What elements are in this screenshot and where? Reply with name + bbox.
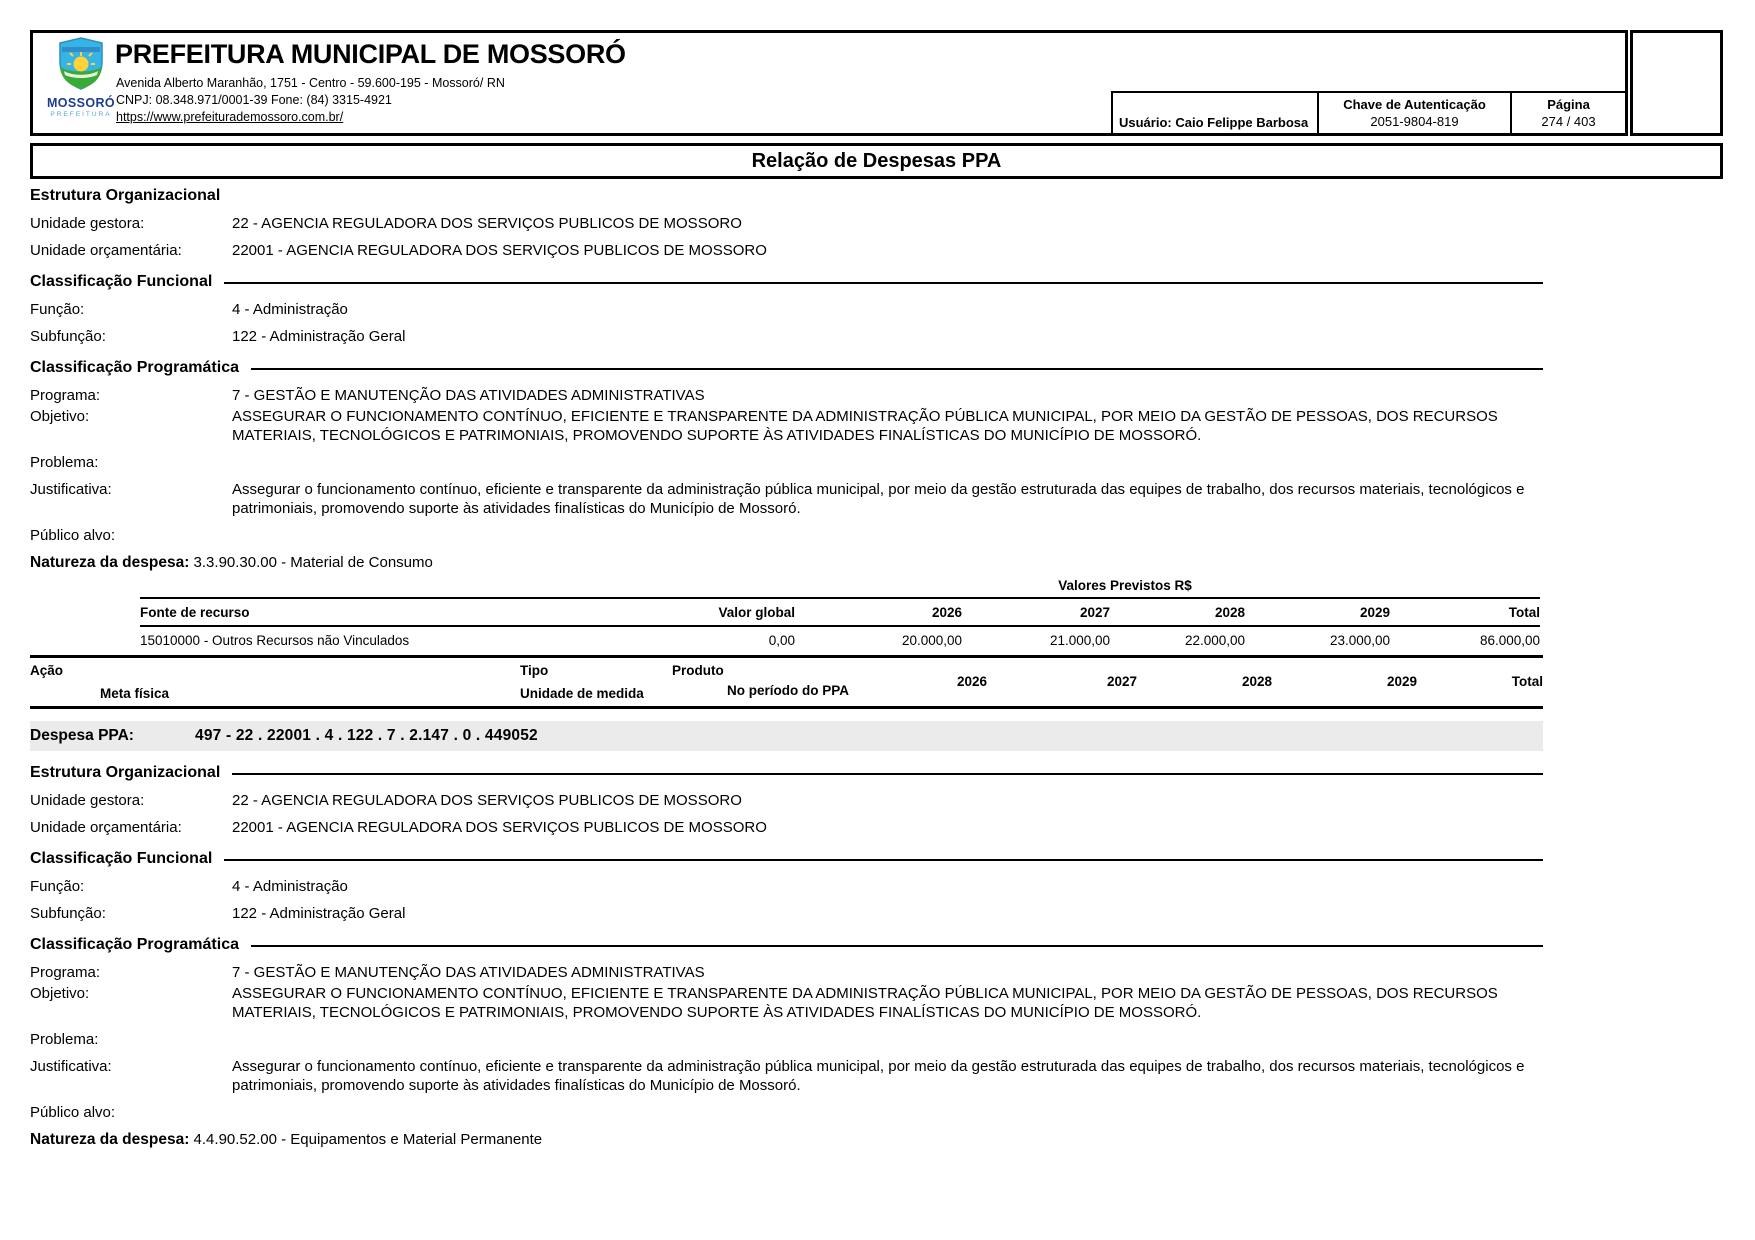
- objetivo-value: ASSEGURAR O FUNCIONAMENTO CONTÍNUO, EFICIENTE E TRANSPARENTE DA ADMINISTRAÇÃO PÚBLICA MUNICIPAL, POR MEIO DA GESTÃO DE PESSOAS, DOS RECURSOS MATERIAIS, TECNOLÓGICOS E PATRIMONIAIS, PROMOVENDO SUPORTE ÀS ATIVIDADES FINALÍSTICAS DO MUNICÍPIO DE MOSSORÓ.: [232, 985, 1498, 1021]
- valor-2026: 20.000,00: [901, 633, 962, 648]
- section-heading-classificacao-funcional: [30, 272, 1543, 292]
- unidade-orcamentaria-value: 22001 - AGENCIA REGULADORA DOS SERVIÇOS PUBLICOS DE MOSSORO: [232, 819, 767, 836]
- funcao-label: Função:: [30, 878, 85, 895]
- problema-value: [232, 453, 1543, 472]
- acao-col-2027: 2027: [1106, 674, 1137, 689]
- col-2029: 2029: [1245, 598, 1390, 626]
- programa-row: [30, 386, 1543, 405]
- acao-col-2026: 2026: [956, 674, 987, 689]
- meta-fisica-label: Meta física: [100, 686, 170, 701]
- despesa-ppa-code: 497 - 22 . 22001 . 4 . 122 . 7 . 2.147 . 0 . 449052: [195, 727, 538, 744]
- col-2027: 2027: [962, 598, 1110, 626]
- heading-rule: [224, 859, 1543, 861]
- acao-col-2028: 2028: [1241, 674, 1272, 689]
- unidade-gestora-label: Unidade gestora:: [30, 792, 145, 809]
- programa-label: Programa:: [30, 964, 101, 981]
- programa-value: 7 - GESTÃO E MANUTENÇÃO DAS ATIVIDADES ADMINISTRATIVAS: [232, 387, 705, 404]
- auth-key-cell: [1317, 91, 1510, 136]
- subfuncao-value: 122 - Administração Geral: [232, 905, 406, 922]
- fonte-value: 15010000 - Outros Recursos não Vinculados: [140, 633, 410, 648]
- logo-wordmark: MOSSORÓ: [46, 96, 116, 110]
- unidade-de-medida-label: Unidade de medida: [520, 686, 644, 701]
- problema-value: [232, 1030, 1543, 1049]
- user-cell: Usuário: Caio Felippe Barbosa: [1111, 91, 1317, 136]
- valor-global-value: 0,00: [768, 633, 795, 648]
- justificativa-value: Assegurar o funcionamento contínuo, eficiente e transparente da administração pública municipal, por meio da gestão estruturada das equipes de trabalho, dos recursos materiais, tecnológicos e patrimoniais, promovendo suporte às atividades finalísticas do Município de Mossoró.: [232, 481, 1525, 517]
- heading-rule: [224, 282, 1543, 284]
- valor-2028: 22.000,00: [1184, 633, 1245, 648]
- subfuncao-row: [30, 327, 1543, 346]
- section2-heading-classificacao-funcional: [30, 849, 1543, 869]
- publico-alvo-row: [30, 1103, 1543, 1122]
- header: [30, 30, 1628, 136]
- heading-text: Classificação Programática: [30, 936, 239, 953]
- despesa-ppa-band: [30, 721, 1543, 751]
- header-corner-box: [1630, 30, 1723, 136]
- col-2026: 2026: [795, 598, 962, 626]
- valor-total: 86.000,00: [1479, 633, 1540, 648]
- section-heading-classificacao-programatica: [30, 358, 1543, 378]
- fonte-data-row: [140, 626, 1540, 655]
- section2-heading-estrutura-organizacional: [30, 763, 1543, 783]
- justificativa-row: [30, 1057, 1543, 1095]
- programa-row: [30, 963, 1543, 982]
- subfuncao-row: [30, 904, 1543, 923]
- acao-label: Ação: [30, 663, 64, 678]
- natureza-despesa-label: Natureza da despesa:: [30, 554, 190, 571]
- auth-key-label: Chave de Autenticação: [1343, 97, 1486, 112]
- section2-heading-classificacao-programatica: [30, 935, 1543, 955]
- natureza-despesa-row-2: [30, 1130, 1543, 1149]
- funcao-value: 4 - Administração: [232, 301, 348, 318]
- natureza-despesa-value: 4.4.90.52.00 - Equipamentos e Material Permanente: [193, 1131, 543, 1148]
- no-periodo-do-ppa-label: No período do PPA: [727, 683, 849, 698]
- objetivo-value: ASSEGURAR O FUNCIONAMENTO CONTÍNUO, EFICIENTE E TRANSPARENTE DA ADMINISTRAÇÃO PÚBLICA MUNICIPAL, POR MEIO DA GESTÃO DE PESSOAS, DOS RECURSOS MATERIAIS, TECNOLÓGICOS E PATRIMONIAIS, PROMOVENDO SUPORTE ÀS ATIVIDADES FINALÍSTICAS DO MUNICÍPIO DE MOSSORÓ.: [232, 408, 1498, 444]
- heading-text: Estrutura Organizacional: [30, 764, 221, 781]
- funcao-value: 4 - Administração: [232, 878, 348, 895]
- heading-text: Estrutura Organizacional: [30, 187, 221, 204]
- unidade-orcamentaria-row: [30, 818, 1543, 837]
- mossoro-logo: [45, 37, 117, 119]
- fonte-recurso-table: [140, 597, 1540, 655]
- divider-thick-bottom: [30, 706, 1543, 709]
- acao-col-total: Total: [1511, 674, 1543, 689]
- subfuncao-label: Subfunção:: [30, 328, 106, 345]
- problema-label: Problema:: [30, 454, 99, 471]
- heading-rule: [251, 368, 1543, 370]
- programa-value: 7 - GESTÃO E MANUTENÇÃO DAS ATIVIDADES ADMINISTRATIVAS: [232, 964, 705, 981]
- natureza-despesa-value: 3.3.90.30.00 - Material de Consumo: [193, 554, 433, 571]
- website-link[interactable]: https://www.prefeiturademossoro.com.br/: [116, 110, 344, 124]
- objetivo-row: [30, 984, 1543, 1022]
- mossoro-crest-icon: [52, 37, 110, 91]
- unidade-orcamentaria-value: 22001 - AGENCIA REGULADORA DOS SERVIÇOS PUBLICOS DE MOSSORO: [232, 242, 767, 259]
- acao-header-band: [30, 658, 1543, 706]
- report-body: [30, 186, 1543, 1155]
- objetivo-label: Objetivo:: [30, 985, 90, 1002]
- unidade-gestora-label: Unidade gestora:: [30, 215, 145, 232]
- heading-rule: [232, 773, 1543, 775]
- valor-2027: 21.000,00: [1049, 633, 1110, 648]
- objetivo-label: Objetivo:: [30, 408, 90, 425]
- despesa-ppa-label: Despesa PPA:: [30, 727, 134, 744]
- report-title-bar: [30, 143, 1723, 179]
- valores-previstos-label: Valores Previstos R$: [1058, 578, 1192, 593]
- unidade-orcamentaria-row: [30, 241, 1543, 260]
- unidade-orcamentaria-label: Unidade orçamentária:: [30, 242, 182, 259]
- subfuncao-label: Subfunção:: [30, 905, 106, 922]
- publico-alvo-row: [30, 526, 1543, 545]
- justificativa-row: [30, 480, 1543, 518]
- problema-row: [30, 1030, 1543, 1049]
- col-valor-global: Valor global: [600, 598, 795, 626]
- logo-subtitle: PREFEITURA: [50, 111, 112, 118]
- col-fonte-de-recurso: Fonte de recurso: [140, 598, 600, 626]
- page-cell: [1510, 91, 1628, 136]
- heading-text: Classificação Funcional: [30, 273, 213, 290]
- heading-rule: [251, 945, 1543, 947]
- unidade-gestora-row: [30, 791, 1543, 810]
- unidade-gestora-row: [30, 214, 1543, 233]
- heading-text: Classificação Programática: [30, 359, 239, 376]
- section-heading-estrutura-organizacional: [30, 186, 1543, 206]
- publico-alvo-label: Público alvo:: [30, 1104, 116, 1121]
- programa-label: Programa:: [30, 387, 101, 404]
- heading-text: Classificação Funcional: [30, 850, 213, 867]
- problema-row: [30, 453, 1543, 472]
- publico-alvo-value: [232, 526, 1543, 545]
- funcao-row: [30, 877, 1543, 896]
- report-title: Relação de Despesas PPA: [751, 149, 1002, 172]
- col-2028: 2028: [1110, 598, 1245, 626]
- problema-label: Problema:: [30, 1031, 99, 1048]
- col-total: Total: [1390, 598, 1540, 626]
- objetivo-row: [30, 407, 1543, 445]
- natureza-despesa-label: Natureza da despesa:: [30, 1131, 190, 1148]
- acao-col-2029: 2029: [1386, 674, 1417, 689]
- subfuncao-value: 122 - Administração Geral: [232, 328, 406, 345]
- cnpj-phone-line: CNPJ: 08.348.971/0001-39 Fone: (84) 3315-4921: [116, 93, 392, 107]
- address-line: Avenida Alberto Maranhão, 1751 - Centro - 59.600-195 - Mossoró/ RN: [116, 76, 505, 90]
- org-name: PREFEITURA MUNICIPAL DE MOSSORÓ: [115, 39, 626, 69]
- unidade-orcamentaria-label: Unidade orçamentária:: [30, 819, 182, 836]
- funcao-label: Função:: [30, 301, 85, 318]
- justificativa-value: Assegurar o funcionamento contínuo, eficiente e transparente da administração pública municipal, por meio da gestão estruturada das equipes de trabalho, dos recursos materiais, tecnológicos e patrimoniais, promovendo suporte às atividades finalísticas do Município de Mossoró.: [232, 1058, 1525, 1094]
- page-label: Página: [1547, 97, 1590, 112]
- user-info-table: [1111, 91, 1628, 136]
- fonte-header-row: [140, 598, 1540, 626]
- justificativa-label: Justificativa:: [30, 1058, 112, 1075]
- natureza-despesa-row: [30, 553, 1543, 572]
- funcao-row: [30, 300, 1543, 319]
- justificativa-label: Justificativa:: [30, 481, 112, 498]
- page-number: 274 / 403: [1541, 114, 1596, 129]
- valor-2029: 23.000,00: [1329, 633, 1390, 648]
- produto-label: Produto: [672, 663, 724, 678]
- auth-key-value: 2051-9804-819: [1370, 114, 1459, 129]
- publico-alvo-value: [232, 1103, 1543, 1122]
- unidade-gestora-value: 22 - AGENCIA REGULADORA DOS SERVIÇOS PUBLICOS DE MOSSORO: [232, 215, 742, 232]
- tipo-label: Tipo: [520, 663, 549, 678]
- valores-previstos-row: [30, 578, 1543, 597]
- unidade-gestora-value: 22 - AGENCIA REGULADORA DOS SERVIÇOS PUBLICOS DE MOSSORO: [232, 792, 742, 809]
- publico-alvo-label: Público alvo:: [30, 527, 116, 544]
